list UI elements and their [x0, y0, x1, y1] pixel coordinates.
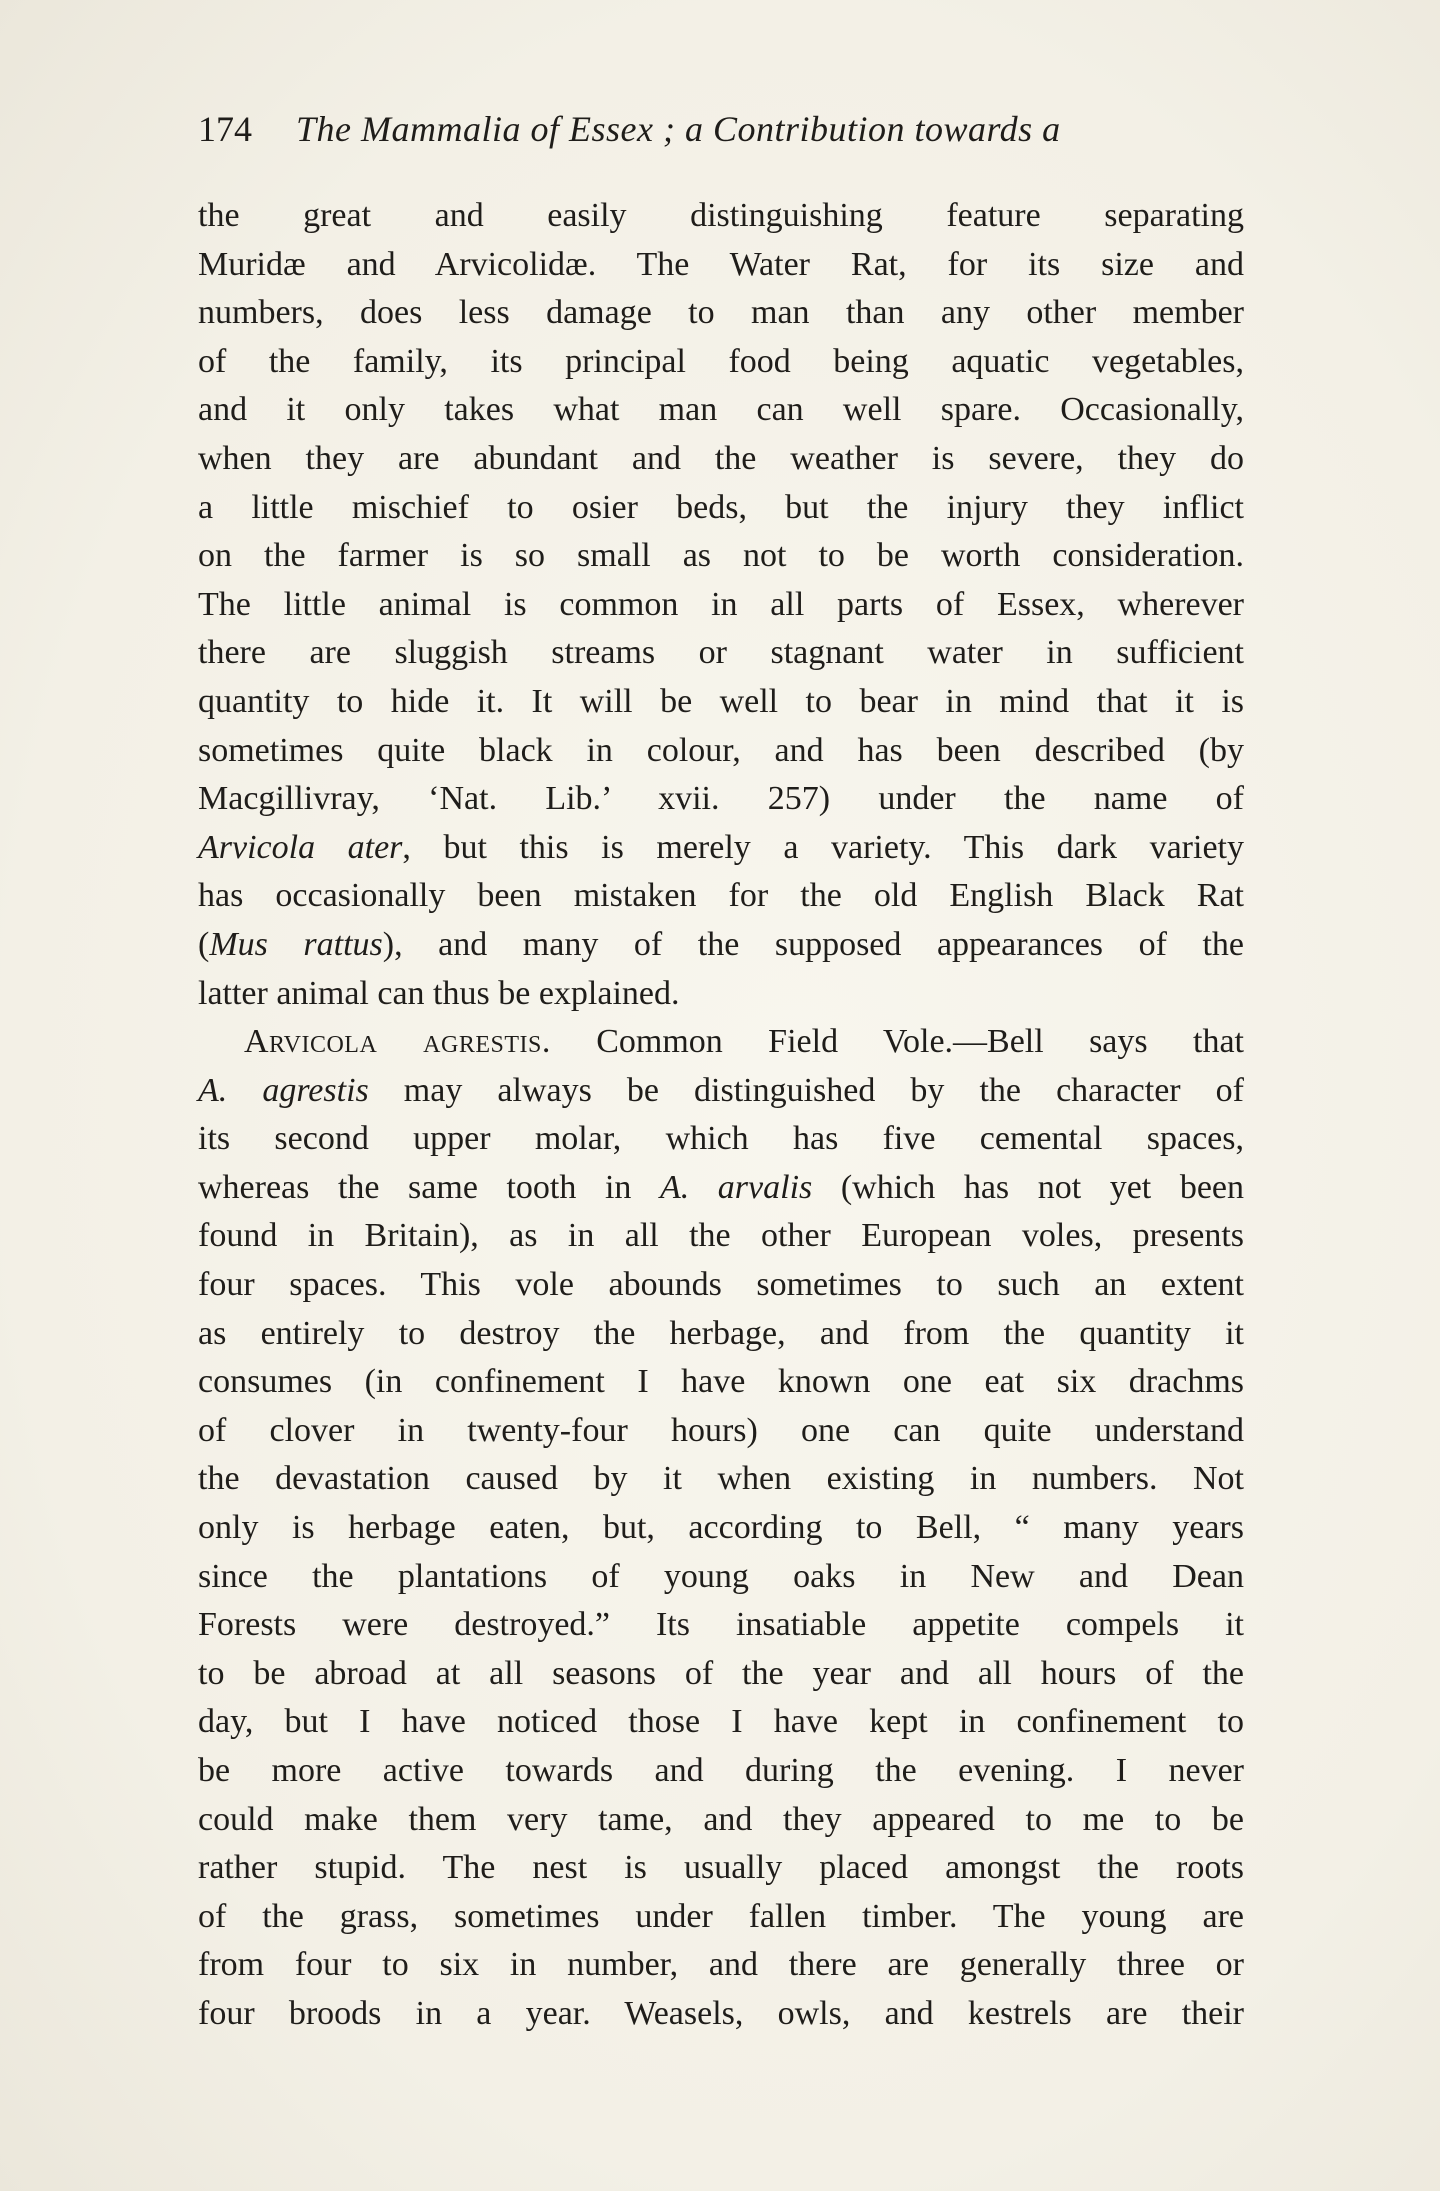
text-line: the devastation caused by it when existing in numbers. Not: [198, 1460, 1244, 1498]
text-line: found in Britain), as in all the other European voles, presents: [198, 1217, 1244, 1255]
text-run: Common Field Vole.—Bell says that: [550, 1023, 1244, 1061]
text-line: its second upper molar, which has five cemental spaces,: [198, 1120, 1244, 1158]
text-line: rather stupid. The nest is usually placed amongst the roots: [198, 1849, 1244, 1887]
text-line: be more active towards and during the evening. I never: [198, 1752, 1244, 1789]
text-run: (which has not yet been: [812, 1168, 1245, 1206]
text-line: from four to six in number, and there are generally three or: [198, 1946, 1244, 1984]
text-line: and it only takes what man can well spare. Occasionally,: [198, 391, 1244, 429]
text-run: , but this is merely a variety. This dark variety: [402, 828, 1244, 866]
text-line: has occasionally been mistaken for the old English Black Rat: [198, 877, 1244, 915]
text-line: of clover in twenty-four hours) one can quite understand: [198, 1411, 1244, 1449]
text-line: of the grass, sometimes under fallen timber. The young are: [198, 1897, 1244, 1935]
text-line: as entirely to destroy the herbage, and from the quantity it: [198, 1314, 1244, 1352]
running-title: The Mammalia of Essex ; a Contribution towards a: [296, 109, 1061, 149]
section-heading-line: [198, 1018, 1244, 1067]
text-run: whereas the same tooth in: [198, 1168, 660, 1206]
text-line: since the plantations of young oaks in New and Dean: [198, 1557, 1244, 1595]
species-name: Arvicola ater: [198, 828, 403, 866]
text-line: Muridæ and Arvicolidæ. The Water Rat, for its size and: [198, 245, 1244, 283]
text-line: sometimes quite black in colour, and has been described (by: [198, 731, 1244, 769]
text-line: quantity to hide it. It will be well to bear in mind that it is: [198, 682, 1244, 720]
species-name: A. agrestis: [198, 1071, 369, 1109]
species-name: Mus rattus: [209, 925, 383, 963]
text-line: [198, 921, 1244, 970]
text-line: four broods in a year. Weasels, owls, and kestrels are their: [198, 1994, 1244, 2032]
text-run: may always be distinguished by the character of: [368, 1071, 1244, 1109]
species-name: A. arvalis: [659, 1168, 813, 1206]
text-line: of the family, its principal food being aquatic vegetables,: [198, 342, 1244, 380]
page-header: [198, 104, 1244, 154]
text-line: day, but I have noticed those I have kept in confinement to: [198, 1703, 1244, 1741]
text-line: Macgillivray, ‘Nat. Lib.’ xvii. 257) under the name of: [198, 780, 1244, 818]
text-line: [198, 1164, 1244, 1213]
text-line: on the farmer is so small as not to be worth consideration.: [198, 537, 1244, 575]
text-line: The little animal is common in all parts of Essex, wherever: [198, 585, 1244, 623]
text-line: could make them very tame, and they appeared to me to be: [198, 1800, 1244, 1838]
body-text: [198, 192, 1244, 2039]
text-line: the great and easily distinguishing feature separating: [198, 197, 1244, 234]
text-line: [198, 1067, 1244, 1116]
text-line: latter animal can thus be explained.: [198, 974, 680, 1012]
text-line: when they are abundant and the weather is severe, they do: [198, 439, 1244, 477]
text-line: a little mischief to osier beds, but the injury they inflict: [198, 488, 1244, 526]
page-number: 174: [198, 109, 252, 149]
text-line: consumes (in confinement I have known one eat six drachms: [198, 1363, 1244, 1401]
text-line: four spaces. This vole abounds sometimes to such an extent: [198, 1266, 1244, 1304]
text-line: Forests were destroyed.” Its insatiable appetite compels it: [198, 1606, 1244, 1644]
text-run: (: [198, 925, 210, 963]
text-line: numbers, does less damage to man than any other member: [198, 294, 1244, 332]
text-run: ), and many of the supposed appearances of the: [382, 925, 1244, 963]
text-line: only is herbage eaten, but, according to Bell, “ many years: [198, 1509, 1244, 1547]
text-line: [198, 824, 1244, 873]
species-heading: Arvicola agrestis.: [244, 1023, 551, 1061]
text-line: to be abroad at all seasons of the year and all hours of the: [198, 1654, 1244, 1692]
text-line: there are sluggish streams or stagnant water in sufficient: [198, 634, 1244, 672]
